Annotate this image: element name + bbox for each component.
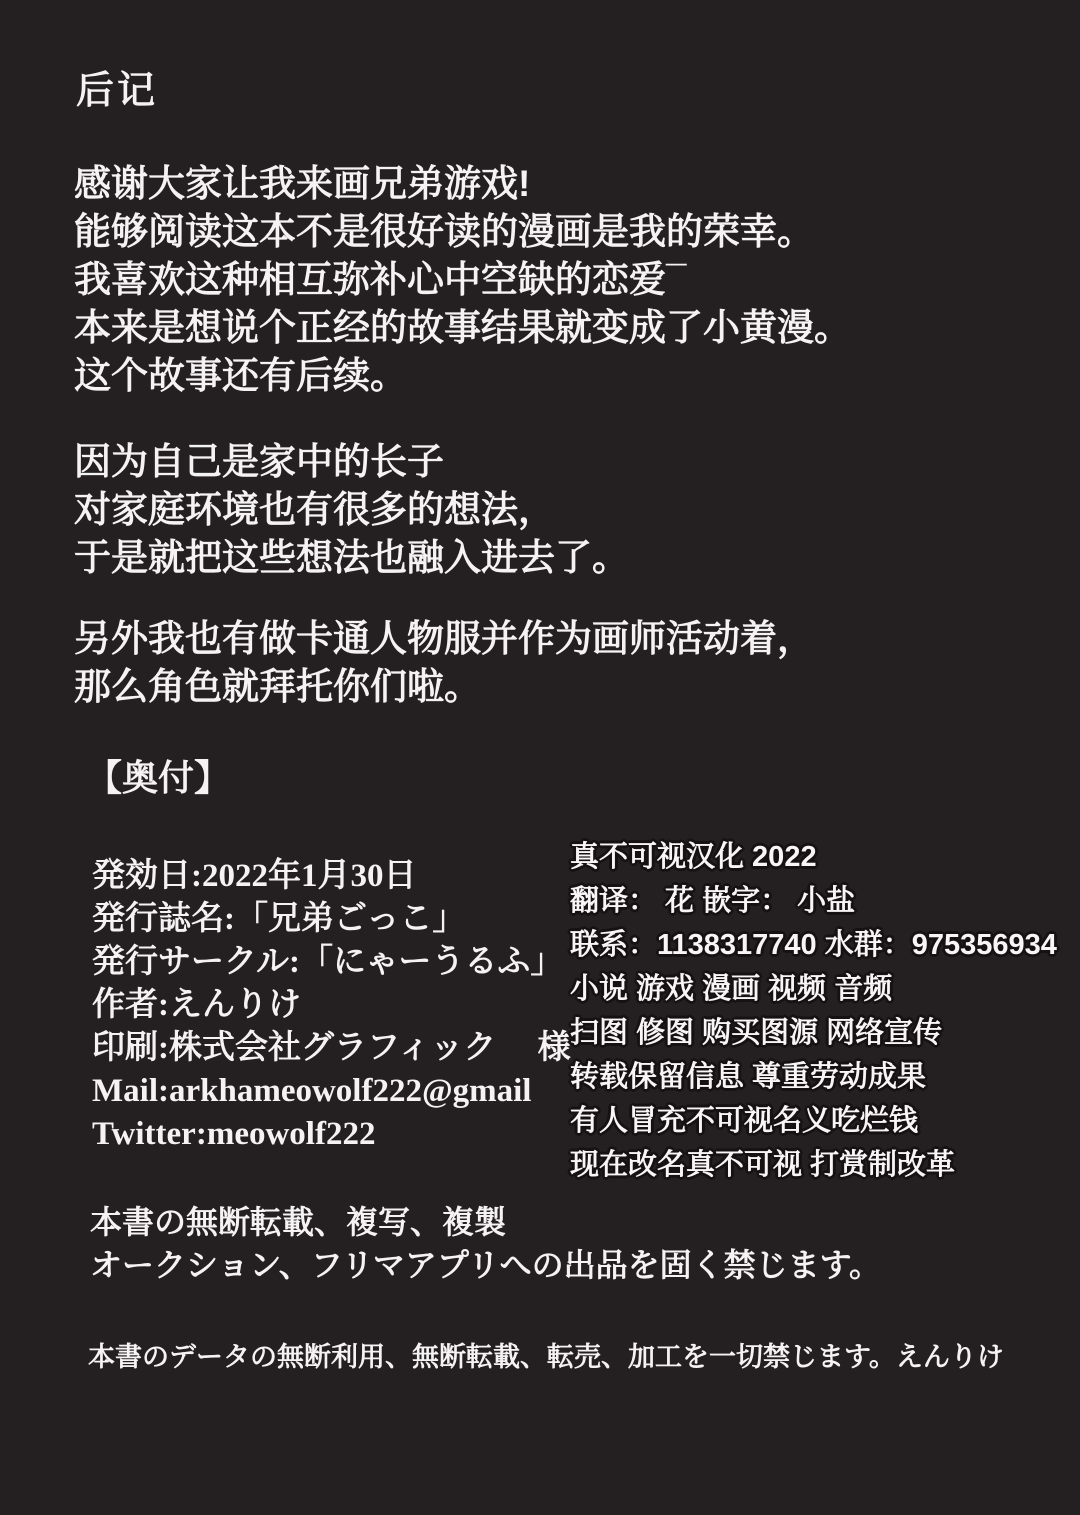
credits-contact: 联系：1138317740 水群：975356934 bbox=[570, 929, 1057, 961]
colophon-heading: 【奥付】 bbox=[86, 758, 231, 798]
afterword-line: 能够阅读这本不是很好读的漫画是我的荣幸。 bbox=[74, 211, 814, 252]
colophon-issue-date: 発効日:2022年1月30日 bbox=[92, 858, 417, 894]
afterword-line: 本来是想说个正经的故事结果就变成了小黄漫。 bbox=[74, 307, 851, 348]
credits-services: 小说 游戏 漫画 视频 音频 bbox=[570, 973, 893, 1005]
afterword-line: 这个故事还有后续。 bbox=[74, 355, 407, 396]
legal-line: オークション、フリマアプリへの出品を固く禁じます。 bbox=[90, 1247, 882, 1283]
colophon-mail: Mail:arkhameowolf222@gmail bbox=[92, 1073, 532, 1109]
colophon-block bbox=[92, 855, 571, 1156]
credits-notice: 现在改名真不可视 打赏制改革 bbox=[570, 1149, 956, 1181]
translation-credits-block bbox=[570, 835, 1057, 1187]
colophon-author: 作者:えんりけ bbox=[92, 987, 301, 1023]
afterword-paragraph-1 bbox=[74, 160, 851, 400]
afterword-line: 感谢大家让我来画兄弟游戏! bbox=[74, 163, 531, 204]
credits-services: 扫图 修图 购买图源 网络宣传 bbox=[570, 1017, 943, 1049]
afterword-line: 另外我也有做卡通人物服并作为画师活动着， bbox=[74, 618, 814, 659]
legal-notice-block bbox=[90, 1201, 881, 1287]
credits-staff: 翻译： 花 嵌字： 小盐 bbox=[570, 885, 856, 917]
afterword-title: 后记 bbox=[76, 70, 159, 112]
colophon-publication-name: 発行誌名:「兄弟ごっこ」 bbox=[92, 901, 466, 937]
afterword-paragraph-3 bbox=[74, 615, 814, 711]
credits-notice: 转载保留信息 尊重劳动成果 bbox=[570, 1061, 927, 1093]
legal-fine-print: 本書のデータの無断利用、無断転載、転売、加工を一切禁じます。えんりけ bbox=[88, 1342, 1004, 1372]
colophon-printer: 印刷:株式会社グラフィック 様 bbox=[92, 1030, 571, 1066]
afterword-line: 对家庭环境也有很多的想法， bbox=[74, 489, 555, 530]
credits-notice: 有人冒充不可视名义吃烂钱 bbox=[570, 1105, 919, 1137]
credits-group-year: 真不可视汉化 2022 bbox=[570, 841, 817, 873]
afterword-line: 因为自己是家中的长子 bbox=[74, 441, 444, 482]
afterword-line: 那么角色就拜托你们啦。 bbox=[74, 666, 481, 707]
afterword-line: 我喜欢这种相互弥补心中空缺的恋爱¯ bbox=[74, 259, 687, 300]
afterword-paragraph-2 bbox=[74, 438, 629, 582]
colophon-twitter: Twitter:meowolf222 bbox=[92, 1116, 376, 1152]
legal-line: 本書の無断転載、複写、複製 bbox=[90, 1204, 507, 1240]
afterword-line: 于是就把这些想法也融入进去了。 bbox=[74, 537, 629, 578]
colophon-circle: 発行サークル:「にゃーうるふ」 bbox=[92, 944, 564, 980]
